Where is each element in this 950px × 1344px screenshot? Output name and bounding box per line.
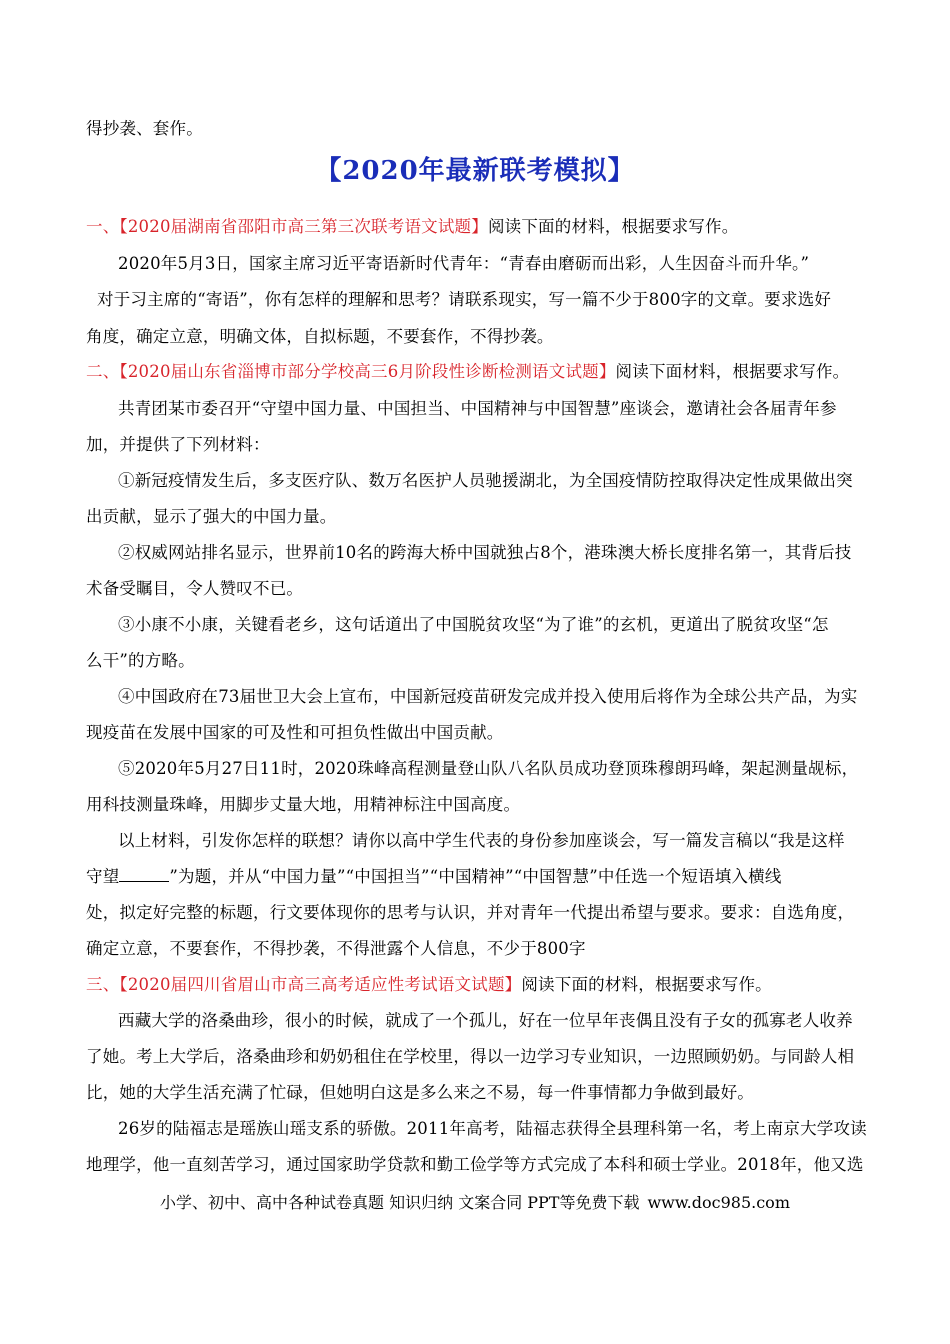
question-3-header <box>86 973 866 997</box>
continued-text: 得抄袭、套作。 <box>86 119 203 138</box>
paragraph-line: 么干”的方略。 <box>86 651 195 670</box>
question-2-header <box>86 360 866 384</box>
paragraph-line: 26岁的陆福志是瑶族山瑶支系的骄傲。2011年高考，陆福志获得全县理科第一名，考上南京大学攻读 <box>118 1119 867 1138</box>
question-1-header <box>86 215 866 239</box>
paragraph-line: 2020年5月3日，国家主席习近平寄语新时代青年：“青春由磨砺而出彩，人生因奋斗而升华。” <box>118 254 810 273</box>
question-source: 【2020届四川省眉山市高三高考适应性考试语文试题】 <box>119 975 522 994</box>
paragraph-line: 角度，确定立意，明确文体，自拟标题，不要套作，不得抄袭。 <box>86 327 554 346</box>
footer-site-link[interactable]: www.doc985.com <box>647 1193 790 1212</box>
paragraph-line-with-blank <box>86 865 866 889</box>
paragraph-line: ④中国政府在73届世卫大会上宣布，中国新冠疫苗研发完成并投入使用后将作为全球公共产品，为实 <box>118 687 858 706</box>
text-segment: 守望 <box>86 867 120 886</box>
paragraph-line: 了她。考上大学后，洛桑曲珍和奶奶租住在学校里，得以一边学习专业知识，一边照顾奶奶。与同龄人相 <box>86 1047 855 1066</box>
paragraph-line: ⑤2020年5月27日11时，2020珠峰高程测量登山队八名队员成功登顶珠穆朗玛峰，架起测量觇标， <box>118 759 859 778</box>
question-instruction: 阅读下面的材料，根据要求写作。 <box>521 975 772 994</box>
section-heading: 【2020年最新联考模拟】 <box>315 156 635 186</box>
paragraph-line: 西藏大学的洛桑曲珍，很小的时候，就成了一个孤儿，好在一位早年丧偶且没有子女的孤寡老人收养 <box>118 1011 853 1030</box>
paragraph-line: 用科技测量珠峰，用脚步丈量大地，用精神标注中国高度。 <box>86 795 521 814</box>
paragraph-line: 共青团某市委召开“守望中国力量、中国担当、中国精神与中国智慧”座谈会，邀请社会各届青年参 <box>118 399 837 418</box>
question-number: 一、 <box>86 217 120 236</box>
paragraph-line: 以上材料，引发你怎样的联想？请你以高中学生代表的身份参加座谈会，写一篇发言稿以“我是这样 <box>118 831 845 850</box>
fill-in-blank <box>119 867 169 882</box>
question-source: 【2020届山东省淄博市部分学校高三6月阶段性诊断检测语文试题】 <box>119 362 616 381</box>
paragraph-line: 现疫苗在发展中国家的可及性和可担负性做出中国贡献。 <box>86 723 504 742</box>
text-segment: ”为题，并从“中国力量”“中国担当”“中国精神”“中国智慧”中任选一个短语填入横线 <box>169 867 782 886</box>
paragraph-line: ①新冠疫情发生后，多支医疗队、数万名医护人员驰援湖北，为全国疫情防控取得决定性成果做出突 <box>118 471 853 490</box>
paragraph-line: ②权威网站排名显示，世界前10名的跨海大桥中国就独占8个，港珠澳大桥长度排名第一，其背后技 <box>118 543 852 562</box>
paragraph-line: 加，并提供了下列材料： <box>86 435 270 454</box>
question-instruction: 阅读下面材料，根据要求写作。 <box>615 362 850 381</box>
footer-text: 小学、初中、高中各种试卷真题 知识归纳 文案合同 PPT等免费下载 <box>160 1193 640 1212</box>
paragraph-line: 出贡献，显示了强大的中国力量。 <box>86 507 337 526</box>
paragraph-line: 术备受瞩目，令人赞叹不已。 <box>86 579 304 598</box>
paragraph-line: 比，她的大学生活充满了忙碌，但她明白这是多么来之不易，每一件事情都力争做到最好。 <box>86 1083 754 1102</box>
page-footer <box>0 1192 950 1214</box>
paragraph-line: 对于习主席的“寄语”，你有怎样的理解和思考？请联系现实，写一篇不少于800字的文章。要求选好 <box>97 290 832 309</box>
question-instruction: 阅读下面的材料，根据要求写作。 <box>487 217 739 236</box>
paragraph-line: ③小康不小康，关键看老乡，这句话道出了中国脱贫攻坚“为了谁”的玄机，更道出了脱贫攻坚“怎 <box>118 615 829 634</box>
question-source: 【2020届湖南省邵阳市高三第三次联考语文试题】 <box>119 217 488 236</box>
paragraph-line: 处，拟定好完整的标题，行文要体现你的思考与认识，并对青年一代提出希望与要求。要求：自选角度， <box>86 903 855 922</box>
question-number: 二、 <box>86 362 120 381</box>
question-number: 三、 <box>86 975 120 994</box>
paragraph-line: 地理学，他一直刻苦学习，通过国家助学贷款和勤工俭学等方式完成了本科和硕士学业。2018年，他又选 <box>86 1155 864 1174</box>
paragraph-line: 确定立意，不要套作，不得抄袭，不得泄露个人信息，不少于800字 <box>86 939 586 958</box>
